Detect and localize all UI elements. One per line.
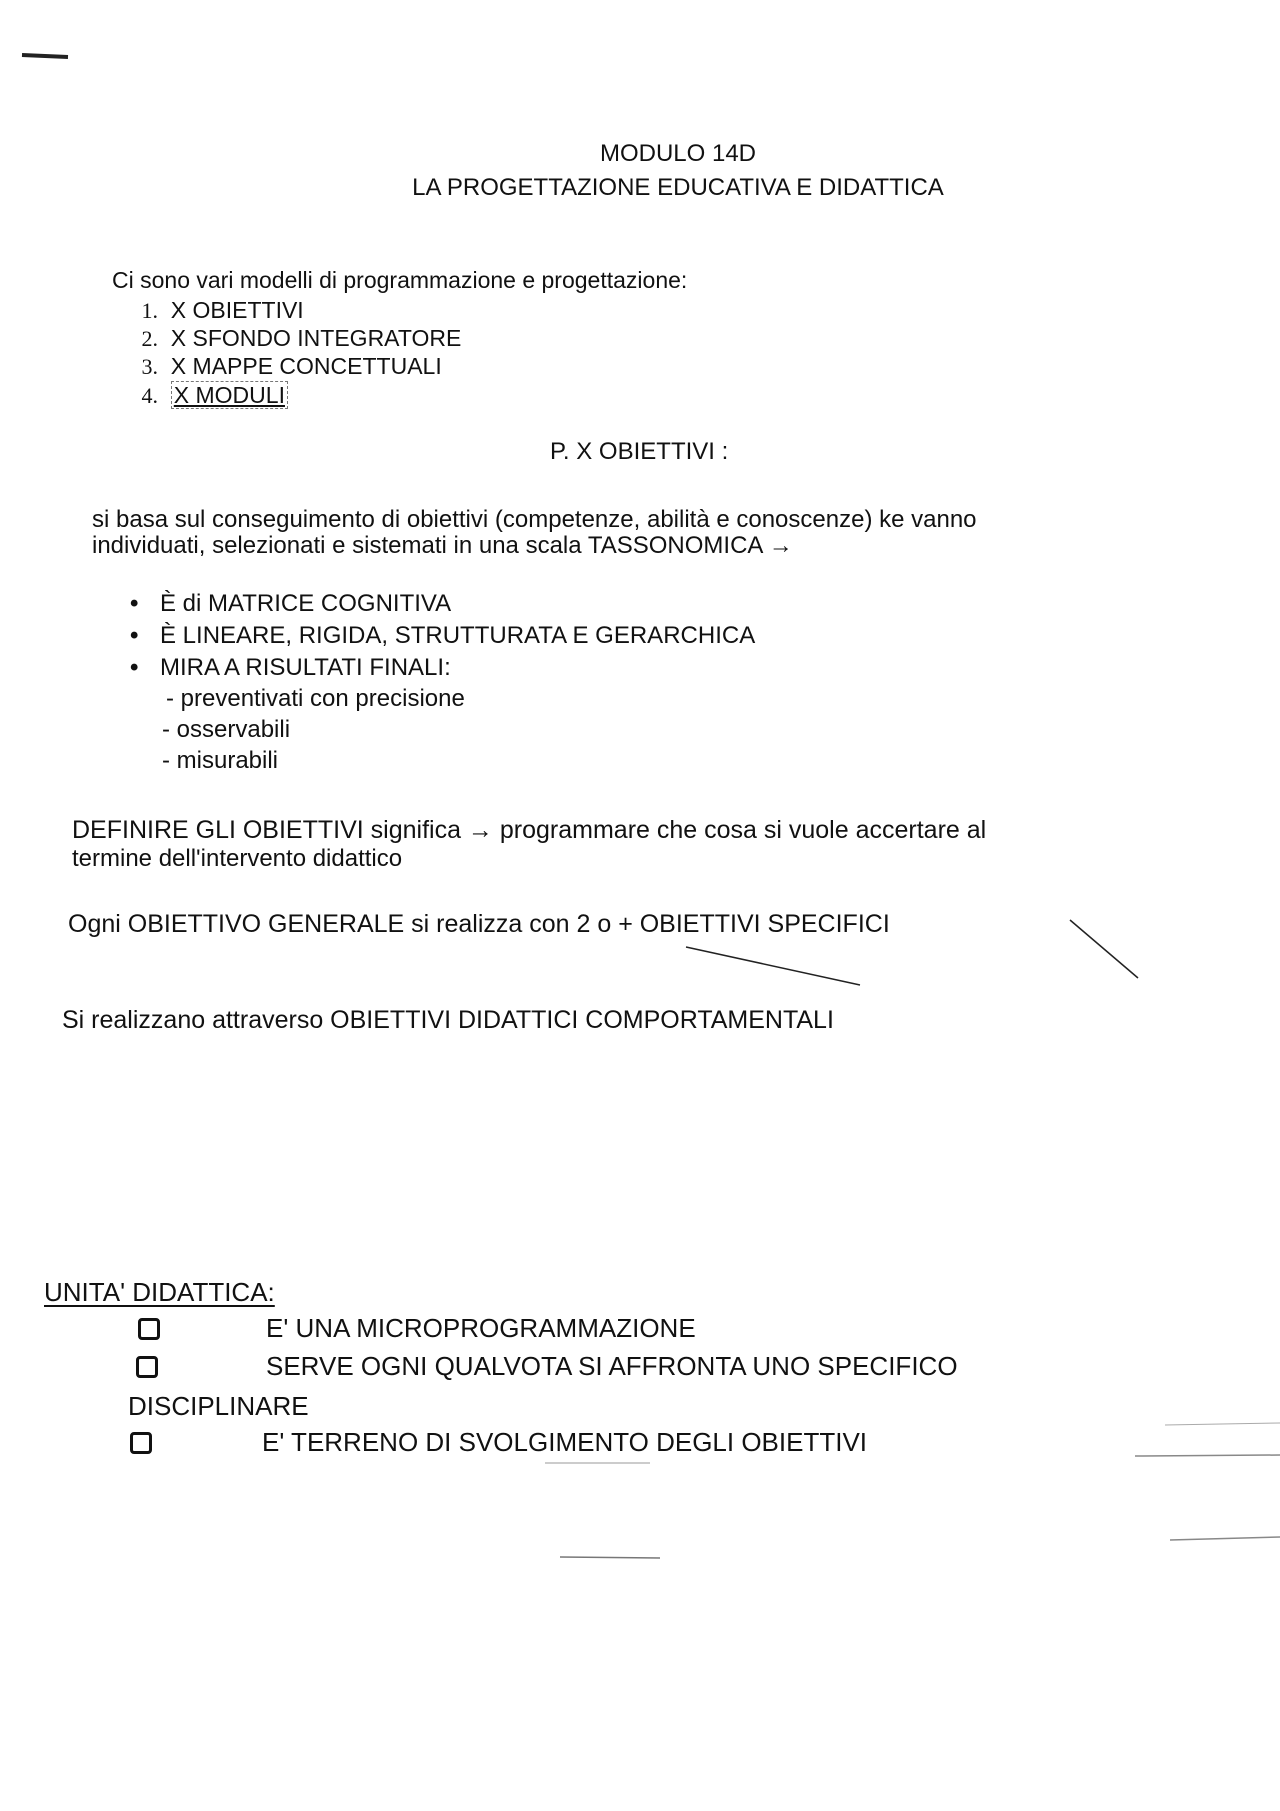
definition-line: DEFINIRE GLI OBIETTIVI significa → programmare che cosa si vuole accertare al — [72, 816, 987, 844]
list-number: 3. — [141, 354, 158, 379]
unit-item: E' TERRENO DI SVOLGIMENTO DEGLI OBIETTIVI — [262, 1427, 868, 1457]
bullet-text: È LINEARE, RIGIDA, STRUTTURATA E GERARCHICA — [160, 622, 756, 649]
list-item — [112, 352, 442, 381]
module-subtitle: LA PROGETTAZIONE EDUCATIVA E DIDATTICA — [412, 174, 944, 201]
section-heading: P. X OBIETTIVI : — [550, 438, 729, 465]
description-line: individuati, selezionati e sistemati in una scala TASSONOMICA → — [92, 532, 793, 559]
result-item: - osservabili — [162, 716, 291, 743]
scan-noise — [1165, 1423, 1280, 1425]
unit-heading: UNITA' DIDATTICA: — [44, 1277, 275, 1307]
general-objective-text: Ogni OBIETTIVO GENERALE si realizza con 2 o + OBIETTIVI SPECIFICI — [68, 910, 890, 938]
unit-item-continuation: DISCIPLINARE — [128, 1391, 309, 1421]
list-item — [112, 324, 461, 353]
bullet-item — [130, 590, 451, 618]
handwritten-stroke — [686, 947, 860, 985]
list-number: 2. — [141, 326, 158, 351]
list-label-highlighted: X MODULI — [171, 381, 288, 409]
list-item — [112, 296, 304, 325]
list-item — [112, 381, 288, 410]
behavioral-objectives-text: Si realizzano attraverso OBIETTIVI DIDATTICI COMPORTAMENTALI — [62, 1006, 834, 1034]
bullet-dot: • — [130, 654, 139, 681]
bullet-item — [130, 622, 755, 650]
result-item: - misurabili — [162, 747, 279, 774]
module-title: MODULO 14D — [599, 140, 757, 167]
list-label: X OBIETTIVI — [170, 297, 304, 323]
scan-mark-top-left — [22, 55, 68, 57]
checkbox-icon — [130, 1432, 152, 1454]
intro-text: Ci sono vari modelli di programmazione e progettazione: — [112, 267, 688, 293]
bullet-text: MIRA A RISULTATI FINALI: — [160, 654, 451, 681]
definition-line: termine dell'intervento didattico — [72, 845, 403, 872]
handwritten-stroke-right — [1070, 920, 1138, 978]
bullet-dot: • — [130, 622, 139, 649]
scan-noise — [560, 1557, 660, 1558]
list-label: X MAPPE CONCETTUALI — [170, 353, 442, 379]
scan-noise — [1135, 1455, 1280, 1456]
checkbox-icon — [136, 1356, 158, 1378]
bullet-dot: • — [130, 590, 139, 617]
unit-item: SERVE OGNI QUALVOTA SI AFFRONTA UNO SPECIFICO — [266, 1351, 958, 1381]
list-number: 4. — [141, 383, 158, 408]
checkbox-icon — [138, 1318, 160, 1340]
unit-item: E' UNA MICROPROGRAMMAZIONE — [266, 1313, 696, 1343]
bullet-item — [130, 654, 451, 682]
description-line: si basa sul conseguimento di obiettivi (competenze, abilità e conoscenze) ke vanno — [92, 506, 977, 533]
scan-noise — [1170, 1537, 1280, 1540]
bullet-text: È di MATRICE COGNITIVA — [160, 590, 452, 617]
list-number: 1. — [141, 298, 158, 323]
result-item: - preventivati con precisione — [166, 685, 465, 712]
list-label: X SFONDO INTEGRATORE — [170, 325, 462, 351]
